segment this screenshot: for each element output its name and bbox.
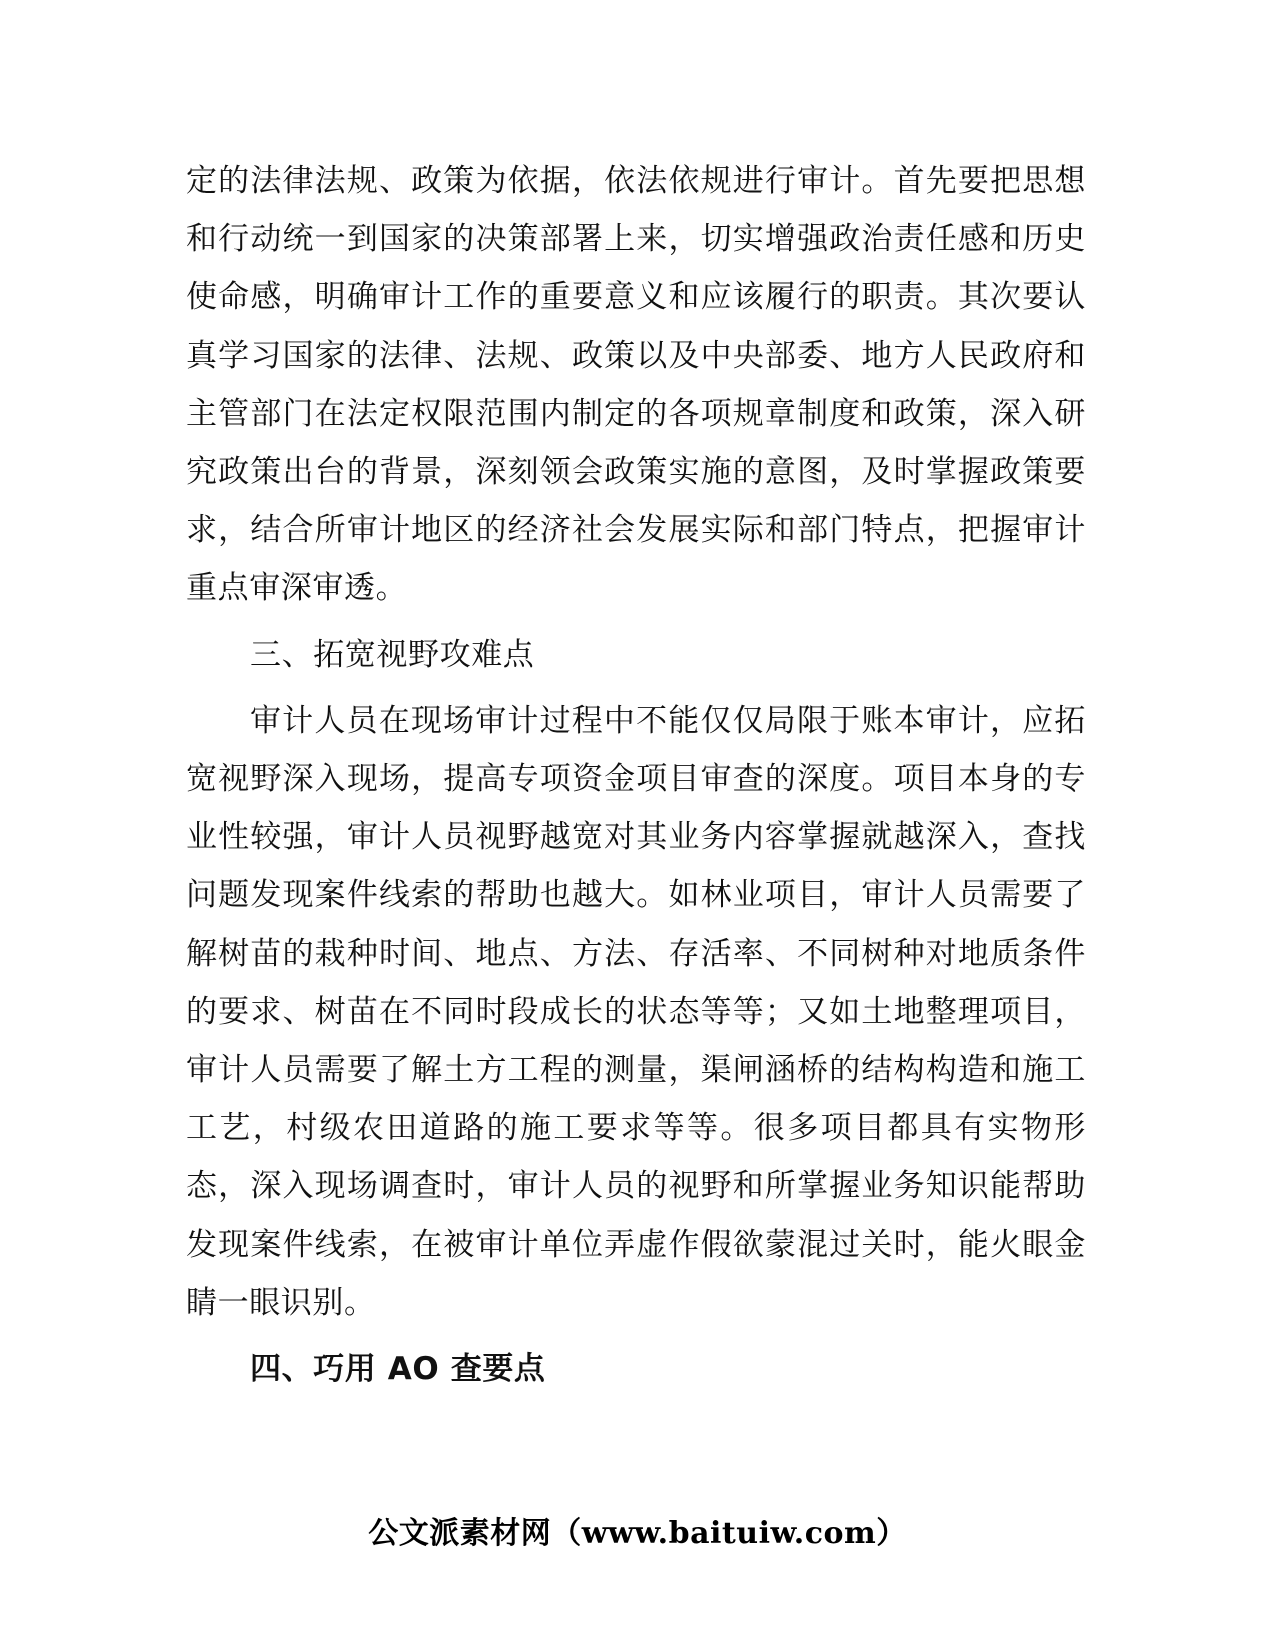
document-body — [186, 152, 1086, 1398]
section-heading-4: 四、巧用 AO 查要点 — [250, 1351, 546, 1388]
paragraph-continuation: 定的法律法规、政策为依据，依法依规进行审计。首先要把思想和行动统一到国家的决策部署上来，切实增强政治责任感和历史使命感，明确审计工作的重要意义和应该履行的职责。其次要认真学习国家的法律、法规、政策以及中央部委、地方人民政府和主管部门在法定权限范围内制定的各项规章制度和政策，深入研究政策出台的背景，深刻领会政策实施的意图，及时掌握政策要求，结合所审计地区的经济社会发展实际和部门特点，把握审计重点审深审透。 — [186, 163, 1086, 607]
paragraph-gap — [186, 684, 1086, 692]
paragraph-section-3: 审计人员在现场审计过程中不能仅仅局限于账本审计，应拓宽视野深入现场，提高专项资金项目审查的深度。项目本身的专业性较强，审计人员视野越宽对其业务内容掌握就越深入，查找问题发现案件线索的帮助也越大。如林业项目，审计人员需要了解树苗的栽种时间、地点、方法、存活率、不同树种对地质条件的要求、树苗在不同时段成长的状态等等；又如土地整理项目，审计人员需要了解土方工程的测量，渠闸涵桥的结构构造和施工工艺，村级农田道路的施工要求等等。很多项目都具有实物形态，深入现场调查时，审计人员的视野和所掌握业务知识能帮助发现案件线索，在被审计单位弄虚作假欲蒙混过关时，能火眼金睛一眼识别。 — [186, 702, 1086, 1321]
paragraph-gap — [186, 618, 1086, 626]
section-heading-3: 三、拓宽视野攻难点 — [250, 636, 535, 673]
paragraph-gap — [186, 1332, 1086, 1340]
footer-watermark: 公文派素材网（www.baituiw.com） — [368, 1516, 907, 1551]
